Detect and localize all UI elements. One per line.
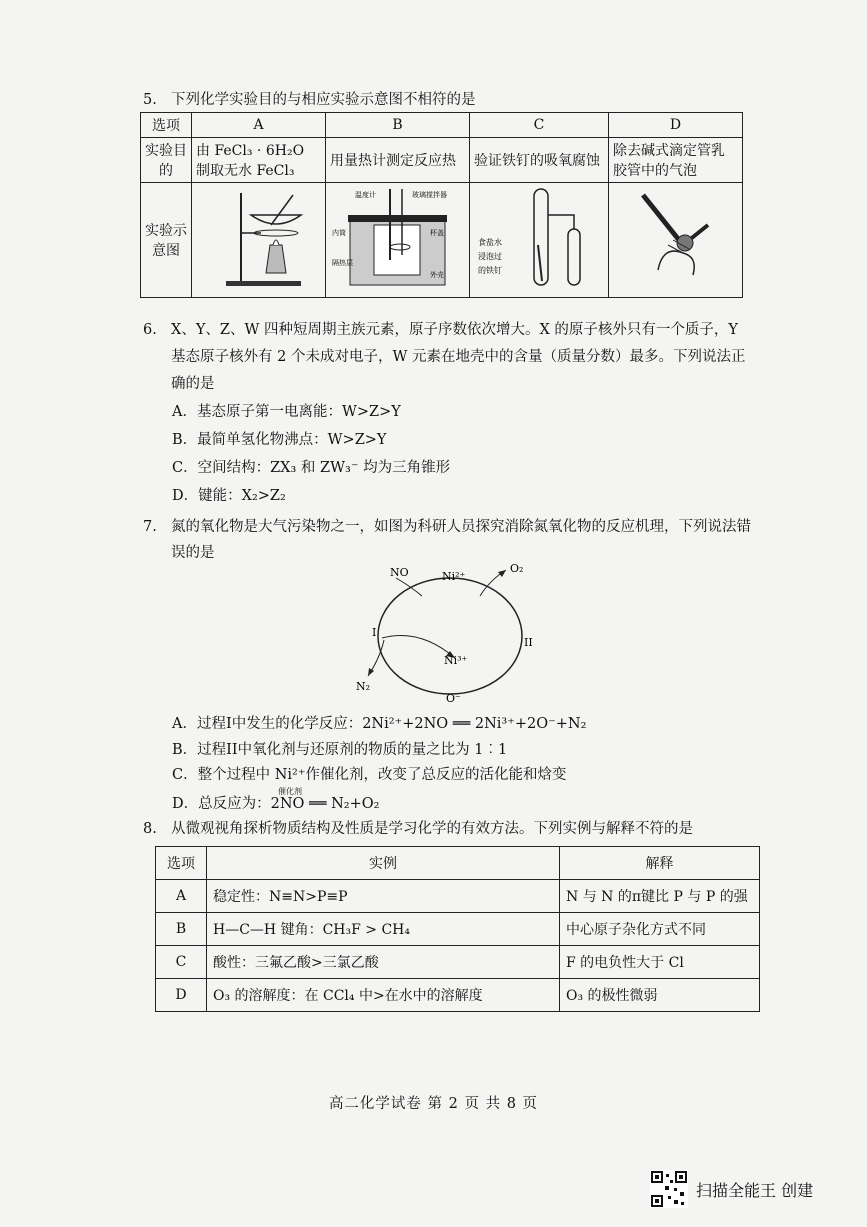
q5-purpose-c: 验证铁钉的吸氧腐蚀 bbox=[470, 138, 609, 183]
q5-header-label: 选项 bbox=[141, 113, 192, 138]
q6-line2: 基态原子核外有 2 个未成对电子，W 元素在地壳中的含量（质量分数）最多。下列说法正 bbox=[171, 349, 746, 365]
label-nail: 的铁钉 bbox=[478, 266, 502, 275]
q7-mechanism-diagram bbox=[340, 558, 560, 708]
q5-purpose-a: 由 FeCl₃ · 6H₂O 制取无水 FeCl₃ bbox=[192, 138, 326, 183]
q5-opt-c: C bbox=[470, 113, 609, 138]
q5-stem-text: 下列化学实验目的与相应实验示意图不相符的是 bbox=[171, 92, 476, 108]
q7-option-a: A．过程I中发生的化学反应：2Ni²⁺+2NO ══ 2Ni³⁺+2O⁻+N₂ bbox=[172, 716, 587, 732]
q5-figure-b bbox=[326, 183, 470, 298]
q8-row-a-option: A bbox=[156, 880, 207, 913]
q5-figure-label: 实验示意图 bbox=[141, 183, 192, 298]
label-stirrer: 玻璃搅拌器 bbox=[412, 191, 447, 199]
q7-option-c: C．整个过程中 Ni²⁺作催化剂，改变了总反应的活化能和焓变 bbox=[172, 767, 567, 783]
label-o2: O₂ bbox=[510, 562, 524, 575]
q5-number: 5. bbox=[143, 92, 157, 108]
table-row bbox=[156, 880, 760, 913]
table-row bbox=[156, 913, 760, 946]
q8-header-option: 选项 bbox=[156, 847, 207, 880]
label-o-minus: O⁻ bbox=[446, 692, 461, 705]
label-soaked: 浸泡过 bbox=[478, 252, 502, 261]
catalyst-label: 催化剂 bbox=[278, 787, 302, 796]
label-no: NO bbox=[390, 566, 409, 579]
label-ni3plus: Ni³⁺ bbox=[444, 654, 468, 667]
label-insulation: 隔热层 bbox=[332, 259, 353, 267]
calorimeter-figure bbox=[330, 185, 460, 291]
q7-line1 bbox=[143, 515, 751, 536]
q8-row-c-example: 酸性：三氟乙酸>三氯乙酸 bbox=[207, 946, 560, 979]
q5-opt-d: D bbox=[609, 113, 743, 138]
q7-option-d: D．总反应为：2NO ══ N₂+O₂ bbox=[172, 796, 380, 812]
q5-figure-c bbox=[470, 183, 609, 298]
q8-table bbox=[155, 846, 760, 1012]
q5-opt-b: B bbox=[326, 113, 470, 138]
q6-number: 6. bbox=[143, 322, 157, 338]
label-thermometer: 温度计 bbox=[355, 191, 376, 199]
table-row bbox=[156, 979, 760, 1012]
q8-header-explanation: 解释 bbox=[560, 847, 760, 880]
page-footer: 高二化学试卷 第 2 页 共 8 页 bbox=[328, 1096, 539, 1112]
q6-line1 bbox=[143, 318, 738, 339]
q8-row-b-explanation: 中心原子杂化方式不同 bbox=[560, 913, 760, 946]
label-step-ii: II bbox=[524, 636, 533, 649]
q5-figure-a bbox=[192, 183, 326, 298]
rust-tube-figure bbox=[474, 185, 598, 291]
scanner-watermark bbox=[650, 1170, 813, 1208]
burette-hand-figure bbox=[613, 185, 738, 291]
q8-row-b-option: B bbox=[156, 913, 207, 946]
q6-line3: 确的是 bbox=[171, 376, 215, 392]
evaporation-apparatus-figure bbox=[196, 185, 316, 291]
q5-stem bbox=[143, 88, 476, 109]
q6-option-a: A．基态原子第一电离能：W>Z>Y bbox=[172, 404, 401, 420]
q7-number: 7. bbox=[143, 519, 157, 535]
label-ni2plus: Ni²⁺ bbox=[442, 570, 466, 583]
q6-option-d: D．键能：X₂>Z₂ bbox=[172, 488, 286, 504]
q5-purpose-d: 除去碱式滴定管乳胶管中的气泡 bbox=[609, 138, 743, 183]
label-saltwater: 食盐水 bbox=[478, 238, 502, 247]
watermark-text: 扫描全能王 创建 bbox=[696, 1180, 814, 1200]
q8-row-a-explanation: N 与 N 的π键比 P 与 P 的强 bbox=[560, 880, 760, 913]
q7-line2: 误的是 bbox=[171, 545, 215, 561]
table-row bbox=[156, 946, 760, 979]
label-step-i: I bbox=[372, 626, 377, 639]
q8-row-c-explanation: F 的电负性大于 Cl bbox=[560, 946, 760, 979]
label-inner-cup: 内筒 bbox=[332, 229, 346, 237]
label-n2: N₂ bbox=[356, 680, 371, 693]
q5-purpose-b: 用量热计测定反应热 bbox=[326, 138, 470, 183]
q8-row-d-example: O₃ 的溶解度：在 CCl₄ 中>在水中的溶解度 bbox=[207, 979, 560, 1012]
q8-stem-text: 从微观视角探析物质结构及性质是学习化学的有效方法。下列实例与解释不符的是 bbox=[171, 821, 693, 837]
q8-row-b-example: H—C—H 键角：CH₃F > CH₄ bbox=[207, 913, 560, 946]
q8-header-example: 实例 bbox=[207, 847, 560, 880]
q6-line1-text: X、Y、Z、W 四种短周期主族元素，原子序数依次增大。X 的原子核外只有一个质子，Y bbox=[171, 322, 738, 338]
label-lid: 杯盖 bbox=[430, 229, 444, 237]
q8-stem bbox=[143, 817, 693, 838]
q8-number: 8. bbox=[143, 821, 157, 837]
q5-opt-a: A bbox=[192, 113, 326, 138]
q8-row-d-explanation: O₃ 的极性微弱 bbox=[560, 979, 760, 1012]
q5-table bbox=[140, 112, 743, 298]
q7-line1-text: 氮的氧化物是大气污染物之一，如图为科研人员探究消除氮氧化物的反应机理，下列说法错 bbox=[171, 519, 751, 535]
q5-figure-d bbox=[609, 183, 743, 298]
qr-code-icon bbox=[650, 1170, 688, 1208]
q8-row-a-example: 稳定性：N≡N>P≡P bbox=[207, 880, 560, 913]
q8-row-d-option: D bbox=[156, 979, 207, 1012]
q8-row-c-option: C bbox=[156, 946, 207, 979]
q7-option-b: B．过程II中氧化剂与还原剂的物质的量之比为 1︰1 bbox=[172, 742, 508, 758]
q6-option-b: B．最简单氢化物沸点：W>Z>Y bbox=[172, 432, 387, 448]
q5-purpose-label: 实验目的 bbox=[141, 138, 192, 183]
label-shell: 外壳 bbox=[430, 271, 444, 279]
q6-option-c: C．空间结构：ZX₃ 和 ZW₃⁻ 均为三角锥形 bbox=[172, 460, 451, 476]
